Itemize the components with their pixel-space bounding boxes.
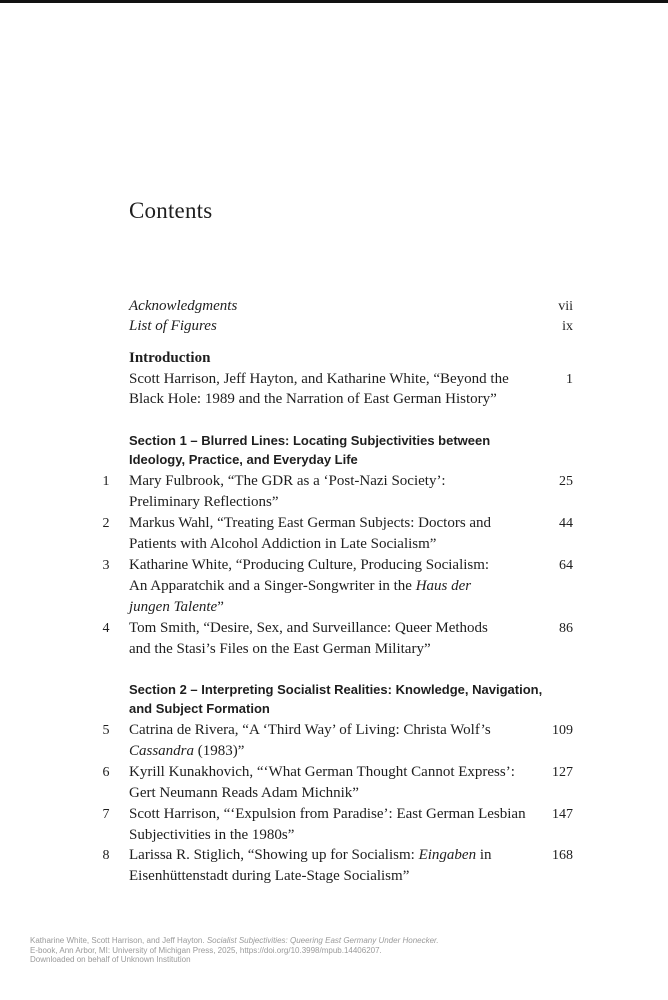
footer-line: [30, 936, 439, 946]
page-title: Contents: [129, 198, 213, 223]
toc-page-number: 147: [552, 807, 573, 822]
section-heading: Section 1 – Blurred Lines: Locating Subjectivities between: [129, 433, 491, 448]
toc-entry-line[interactable]: [129, 845, 492, 866]
italic-title: Socialist Subjectivities: Queering East Germany Under Honecker.: [206, 936, 439, 945]
toc-entry-line[interactable]: Tom Smith, “Desire, Sex, and Surveillance: Queer Methods: [129, 620, 488, 636]
toc-entry-line[interactable]: Katharine White, “Producing Culture, Producing Socialism:: [129, 557, 490, 573]
italic-title: Cassandra: [129, 743, 195, 759]
toc-entry-line[interactable]: Mary Fulbrook, “The GDR as a ‘Post-Nazi Society’:: [129, 473, 446, 489]
section-heading: Ideology, Practice, and Everyday Life: [129, 452, 358, 467]
toc-entry-line[interactable]: Subjectivities in the 1980s”: [129, 827, 295, 843]
toc-page-number: 86: [559, 621, 573, 636]
italic-title: Haus der: [415, 578, 472, 594]
chapter-number: 5: [102, 723, 110, 738]
toc-entry-line[interactable]: [129, 576, 471, 597]
chapter-number: 2: [102, 516, 110, 531]
text-span: Larissa R. Stiglich, “Showing up for Socialism:: [129, 847, 419, 863]
toc-entry-line[interactable]: Patients with Alcohol Addiction in Late Socialism”: [129, 536, 437, 552]
toc-entry-line[interactable]: [129, 597, 224, 618]
chapter-number: 8: [102, 848, 110, 863]
toc-entry-line[interactable]: Black Hole: 1989 and the Narration of East German History”: [129, 391, 497, 407]
chapter-number: 6: [102, 765, 110, 780]
section-heading: Section 2 – Interpreting Socialist Realities: Knowledge, Navigation,: [129, 682, 543, 697]
toc-entry-line[interactable]: Preliminary Reflections”: [129, 494, 279, 510]
footer-line: Downloaded on behalf of Unknown Institution: [30, 955, 191, 964]
toc-entry-line[interactable]: Eisenhüttenstadt during Late-Stage Socialism”: [129, 868, 410, 884]
chapter-number: 1: [102, 474, 110, 489]
text-span: ”: [217, 599, 224, 615]
toc-introduction-heading[interactable]: Introduction: [129, 350, 211, 366]
toc-page-number: vii: [558, 299, 573, 314]
chapter-number: 3: [102, 558, 110, 573]
toc-page-number: 44: [559, 516, 573, 531]
toc-entry-line[interactable]: Catrina de Rivera, “A ‘Third Way’ of Living: Christa Wolf’s: [129, 722, 491, 738]
toc-acknowledgments[interactable]: Acknowledgments: [129, 298, 238, 314]
chapter-number: 7: [102, 807, 110, 822]
footer-line[interactable]: E-book, Ann Arbor, MI: University of Michigan Press, 2025, https://doi.org/10.3998/mpub.14406207.: [30, 945, 382, 955]
toc-entry-line[interactable]: [129, 741, 244, 762]
toc-list-of-figures[interactable]: List of Figures: [129, 318, 217, 334]
toc-entry-line[interactable]: Markus Wahl, “Treating East German Subjects: Doctors and: [129, 515, 492, 531]
italic-title: Eingaben: [418, 847, 477, 863]
toc-page-number: 168: [552, 848, 573, 863]
toc-page-number: 25: [559, 474, 573, 489]
toc-page-number: ix: [562, 319, 573, 334]
toc-page-number: 109: [552, 723, 573, 738]
toc-page-number: 64: [559, 558, 573, 573]
text-span: (1983)”: [194, 743, 245, 759]
toc-page-number: 127: [552, 765, 573, 780]
text-span: in: [476, 847, 492, 863]
chapter-number: 4: [102, 621, 110, 636]
toc-entry-line[interactable]: Gert Neumann Reads Adam Michnik”: [129, 785, 359, 801]
section-heading: and Subject Formation: [129, 701, 270, 716]
citation-footer: [30, 936, 439, 965]
top-border: [0, 0, 668, 3]
toc-entry-line[interactable]: Kyrill Kunakhovich, “‘What German Thought Cannot Express’:: [129, 764, 515, 780]
text-span: Katharine White, Scott Harrison, and Jeff Hayton.: [30, 936, 207, 945]
italic-title: jungen Talente: [129, 599, 218, 615]
toc-page-number: 1: [566, 372, 573, 387]
toc-entry-line[interactable]: and the Stasi’s Files on the East German Military”: [129, 641, 431, 657]
text-span: An Apparatchik and a Singer-Songwriter in the: [129, 578, 416, 594]
toc-entry-line[interactable]: Scott Harrison, Jeff Hayton, and Katharine White, “Beyond the: [129, 371, 509, 387]
toc-entry-line[interactable]: Scott Harrison, “‘Expulsion from Paradise’: East German Lesbian: [129, 806, 526, 822]
